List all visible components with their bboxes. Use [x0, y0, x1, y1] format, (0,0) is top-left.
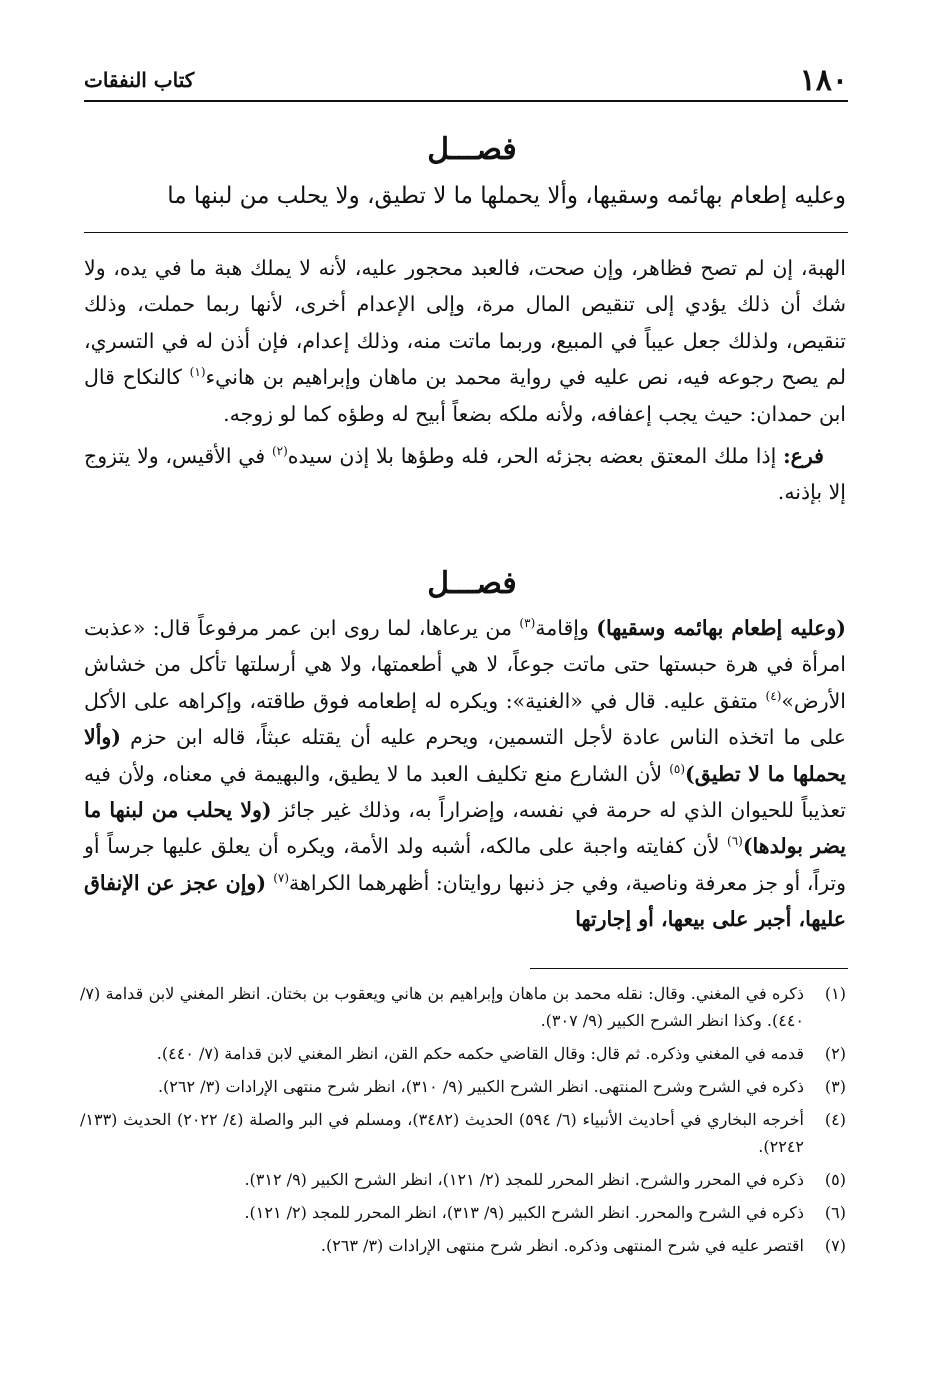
- footnote-text: قدمه في المغني وذكره. ثم قال: وقال القاضي حكمه حكم القن، انظر المغني لابن قدامة (٧/ ٤٤٠).: [156, 1044, 804, 1063]
- footnote: [80, 1232, 846, 1259]
- footnote-text: ذكره في الشرح وشرح المنتهى. انظر الشرح الكبير (٩/ ٣١٠)، انظر شرح منتهى الإرادات (٣/ ٢٦٢).: [157, 1077, 804, 1096]
- footnote-ref-2: (٢): [271, 444, 288, 459]
- footnote-text: أخرجه البخاري في أحاديث الأنبياء (٦/ ٥٩٤) الحديث (٣٤٨٢)، ومسلم في البر والصلة (٤/ ٢٠٢٢) الحديث (١٣٣/ ٢٢٤٢).: [80, 1110, 804, 1156]
- running-header-title: كتاب النفقات: [84, 68, 195, 92]
- footnote: [80, 1040, 846, 1067]
- footnote-rule: [530, 968, 848, 969]
- matn-separator-rule: [84, 232, 848, 233]
- header-rule: [84, 100, 848, 102]
- paragraph-1-text: الهبة، إن لم تصح فظاهر، وإن صحت، فالعبد محجور عليه، لأنه لا يملك هبة ما في يده، ولا شك أن ذلك يؤدي إلى تنقيص المال مرة، وإلى الإعدام أخرى، لأنها ربما حملت، وذلك تنقيص، ولذلك جعل عيباً في المبيع، وربما ماتت منه، وذلك إعدام، فإن أذن له في التسري، لم يصح رجوعه فيه، نص عليه في رواية محمد بن ماهان وإبراهيم بن هانيء: [84, 256, 847, 390]
- footnote-ref-6: (٦): [727, 834, 743, 849]
- footnote: [80, 1073, 846, 1100]
- text-run: لأن الشارع منع تكليف العبد ما لا يطيق، والبهيمة في معناه، ولأن فيه تعذيباً للحيوان الذي له حرمة في نفسه، وإضراراً به، وذلك غير جائز: [84, 761, 846, 823]
- footnote-ref-7: (٧): [273, 871, 290, 886]
- footnotes: [80, 980, 846, 1259]
- text-run: متفق عليه. قال في «الغنية»: ويكره له إطعامه فوق طاقته، وإكراهه على الأكل على ما اتخذه الناس عادة لأجل التسمين، ويحرم عليه أن يقتله عبثاً، قاله ابن حزم: [84, 688, 846, 750]
- paragraph-2-tail: في الأقيس، ولا يتزوج إلا بإذنه.: [84, 444, 846, 505]
- footnote-number: (١): [824, 984, 846, 1003]
- matn-quote-4: (وإن عجز عن الإنفاق عليها، أجبر على بيعها، أو إجارتها: [84, 870, 846, 932]
- footnote-ref-3: (٣): [519, 616, 536, 631]
- text-run: لأن كفايته واجبة على مالكه، أشبه ولد الأمة، ويكره أن يعلق عليها جرساً أو وتراً، أو جز معرفة وناصية، وفي جز ذنبها روايتان: أظهرهما الكراهة: [84, 834, 846, 895]
- footnote-number: (٦): [824, 1203, 846, 1222]
- footnote-text: اقتصر عليه في شرح المنتهى وذكره. انظر شرح منتهى الإرادات (٣/ ٢٦٣).: [320, 1236, 804, 1255]
- matn-text: وعليه إطعام بهائمه وسقيها، وألا يحملها ما لا تطيق، ولا يحلب من لبنها ما: [167, 183, 846, 209]
- commentary-block-2: [84, 610, 846, 938]
- section-heading-1: فصـــل: [427, 132, 517, 167]
- paragraph-2: [84, 438, 846, 511]
- footnote-ref-5: (٥): [669, 761, 686, 776]
- footnote: [80, 1166, 846, 1193]
- footnote-ref-4: (٤): [765, 688, 782, 703]
- footnote: [80, 1106, 846, 1160]
- paragraph-2-text: إذا ملك المعتق بعضه بجزئه الحر، فله وطؤها بلا إذن سيده: [287, 444, 784, 469]
- paragraph-1-tail: كالنكاح قال ابن حمدان: حيث يجب إعفافه، ولأنه ملكه بضعاً أبيح له وطؤه كما لو زوجه.: [84, 365, 846, 426]
- paragraph-3: [84, 610, 846, 938]
- footnote-number: (٤): [824, 1110, 846, 1129]
- section-heading-2: فصـــل: [427, 566, 517, 601]
- matn-quote-2: (وألا يحملها ما لا تطيق): [84, 725, 846, 786]
- footnote-number: (٣): [824, 1077, 846, 1096]
- far-label: فرع:: [783, 444, 824, 469]
- footnote: [80, 980, 846, 1034]
- page-number: ١٨٠: [799, 63, 848, 98]
- footnote-ref-1: (١): [189, 365, 206, 380]
- footnote: [80, 1199, 846, 1226]
- footnote-number: (٥): [824, 1170, 846, 1189]
- commentary-block-1: [84, 250, 846, 511]
- matn-quote-3: (ولا يحلب من لبنها ما يضر بولدها): [84, 798, 846, 859]
- footnote-text: ذكره في الشرح والمحرر. انظر الشرح الكبير (٩/ ٣١٣)، انظر المحرر للمجد (٢/ ١٢١).: [244, 1203, 804, 1222]
- paragraph-1: [84, 250, 846, 432]
- text-run: وإقامة: [535, 616, 597, 640]
- footnote-text: ذكره في المغني. وقال: نقله محمد بن ماهان وإبراهيم بن هاني ويعقوب بن بختان. انظر المغني لابن قدامة (٧/ ٤٤٠). وكذا انظر الشرح الكبير (٩/ ٣٠٧).: [80, 984, 804, 1030]
- text-run: من يرعاها، لما روى ابن عمر مرفوعاً قال: «عذبت امرأة في هرة حبستها حتى ماتت جوعاً، لا هي أطعمتها، ولا هي أرسلتها تأكل من خشاش الأرض»: [84, 616, 846, 713]
- matn-quote-1: (وعليه إطعام بهائمه وسقيها): [596, 616, 846, 640]
- footnote-text: ذكره في المحرر والشرح. انظر المحرر للمجد (٢/ ١٢١)، انظر الشرح الكبير (٩/ ٣١٢).: [244, 1170, 804, 1189]
- footnote-number: (٧): [824, 1236, 846, 1255]
- footnote-number: (٢): [824, 1044, 846, 1063]
